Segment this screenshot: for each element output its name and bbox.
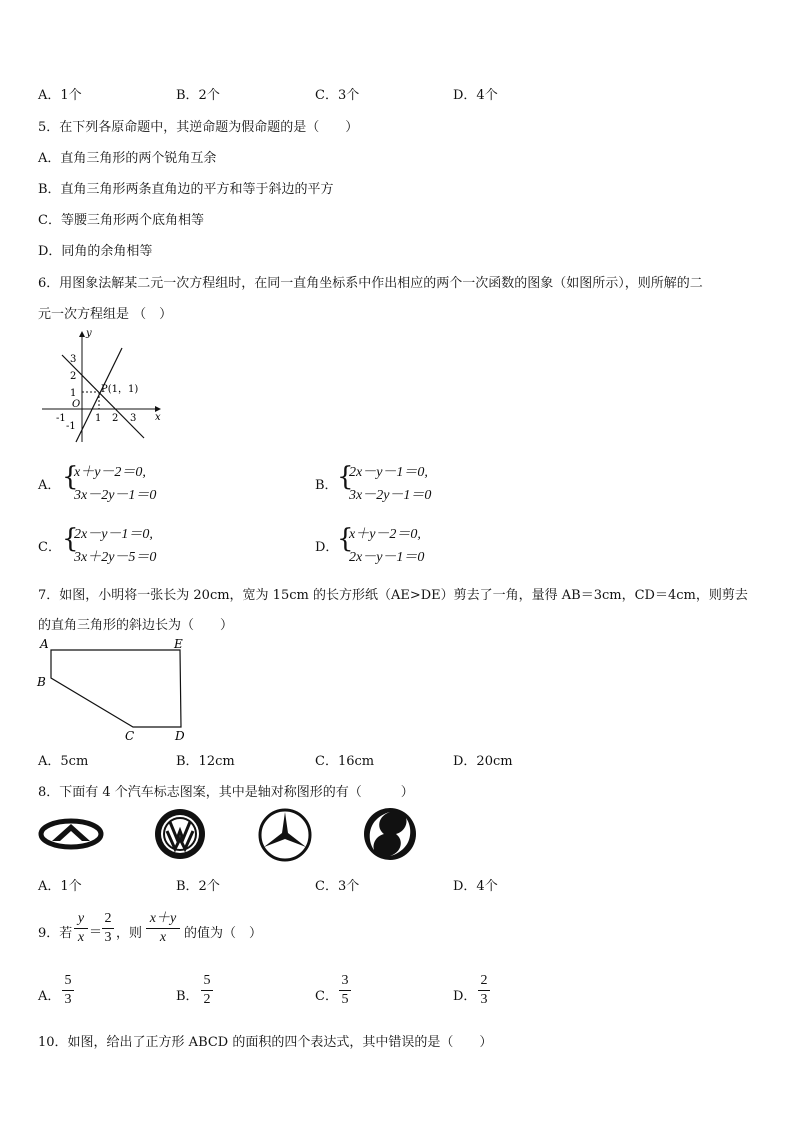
y-tick: 2	[70, 371, 77, 382]
fraction-x-plus-y-over-x: $\frac{x+y}{x}$	[146, 910, 180, 947]
q5-option-d: D．同角的余角相等	[38, 244, 153, 259]
q6-stem-line2: 元一次方程组是 （ ）	[38, 307, 173, 322]
q6-option-a: A． { x＋y－2＝0, 3x－2y－1＝0	[38, 462, 157, 503]
mercedes-logo-icon	[257, 807, 313, 863]
equation-1: 2x－y－1＝0,	[74, 527, 153, 542]
x-tick: 3	[130, 413, 137, 424]
q5-option-a: A．直角三角形的两个锐角互余	[38, 151, 217, 166]
q7-stem-line2: 的直角三角形的斜边长为（ ）	[38, 618, 234, 633]
q7-option-d: D．20cm	[453, 754, 513, 769]
volkswagen-logo-icon	[153, 807, 207, 861]
cut-rectangle	[51, 650, 181, 727]
vertex-e: E	[174, 637, 183, 651]
q7-option-a: A．5cm	[38, 754, 89, 769]
q5-option-c: C．等腰三角形两个底角相等	[38, 213, 204, 228]
fraction-2-over-3: $\frac{2}{3}$	[102, 910, 114, 947]
q5-option-b: B．直角三角形两条直角边的平方和等于斜边的平方	[38, 182, 334, 197]
brace: {	[62, 462, 79, 492]
dongfeng-logo-icon	[362, 806, 418, 862]
q4-option-c: C．3个	[315, 88, 360, 103]
q8-stem: 8．下面有 4 个汽车标志图案，其中是轴对称图形的有（ ）	[38, 785, 414, 800]
q4-option-b: B．2个	[176, 88, 220, 103]
q8-option-b: B．2个	[176, 879, 220, 894]
brace: {	[337, 462, 354, 492]
origin-label: O	[72, 399, 81, 410]
vertex-a: A	[40, 637, 49, 651]
equation-2: 2x－y－1＝0	[349, 550, 425, 565]
q7-stem-line1: 7．如图，小明将一张长为 20cm，宽为 15cm 的长方形纸（AE>DE）剪去了一角，量得 AB＝3cm，CD＝4cm，则剪去	[38, 588, 748, 603]
y-axis-label: y	[86, 328, 92, 339]
equation-2: 3x＋2y－5＝0	[74, 550, 157, 565]
y-tick: 1	[70, 388, 77, 399]
q7-option-c: C．16cm	[315, 754, 375, 769]
equation-1: 2x－y－1＝0,	[349, 465, 428, 480]
infiniti-logo-icon	[38, 816, 104, 852]
point-p-label: P(1，1)	[101, 384, 139, 395]
q7-figure	[30, 634, 200, 746]
x-tick: -1	[56, 413, 66, 424]
q6-coordinate-graph	[38, 326, 168, 446]
x-tick: 1	[95, 413, 102, 424]
q6-option-c: C． { 2x－y－1＝0, 3x＋2y－5＝0	[38, 524, 157, 565]
brace: {	[62, 524, 79, 554]
q6-option-d: D． { x＋y－2＝0, 2x－y－1＝0	[315, 524, 425, 565]
q8-option-c: C．3个	[315, 879, 360, 894]
vertex-b: B	[37, 675, 46, 689]
q8-option-d: D．4个	[453, 879, 498, 894]
q6-option-b: B． { 2x－y－1＝0, 3x－2y－1＝0	[315, 462, 432, 503]
brace: {	[337, 524, 354, 554]
line-2x-minus-y-eq-1	[76, 348, 122, 442]
equation-2: 3x－2y－1＝0	[74, 488, 157, 503]
fraction-y-over-x: $\frac{y}{x}$	[74, 910, 88, 947]
equation-1: x＋y－2＝0,	[74, 465, 146, 480]
q6-stem-line1: 6．用图象法解某二元一次方程组时，在同一直角坐标系中作出相应的两个一次函数的图象（如图所示），则所解的二	[38, 276, 703, 291]
q4-option-a: A．1个	[38, 88, 82, 103]
q10-stem: 10．如图，给出了正方形 ABCD 的面积的四个表达式，其中错误的是（ ）	[38, 1035, 493, 1050]
q7-option-b: B．12cm	[176, 754, 235, 769]
x-tick: 2	[112, 413, 119, 424]
x-axis-label: x	[155, 412, 161, 423]
q4-option-d: D．4个	[453, 88, 498, 103]
q5-stem: 5．在下列各原命题中，其逆命题为假命题的是（ ）	[38, 120, 359, 135]
equation-2: 3x－2y－1＝0	[349, 488, 432, 503]
vertex-c: C	[125, 729, 135, 743]
equation-1: x＋y－2＝0,	[349, 527, 421, 542]
vertex-d: D	[175, 729, 185, 743]
y-tick: 3	[70, 354, 77, 365]
y-tick: -1	[66, 421, 76, 432]
q8-option-a: A．1个	[38, 879, 82, 894]
